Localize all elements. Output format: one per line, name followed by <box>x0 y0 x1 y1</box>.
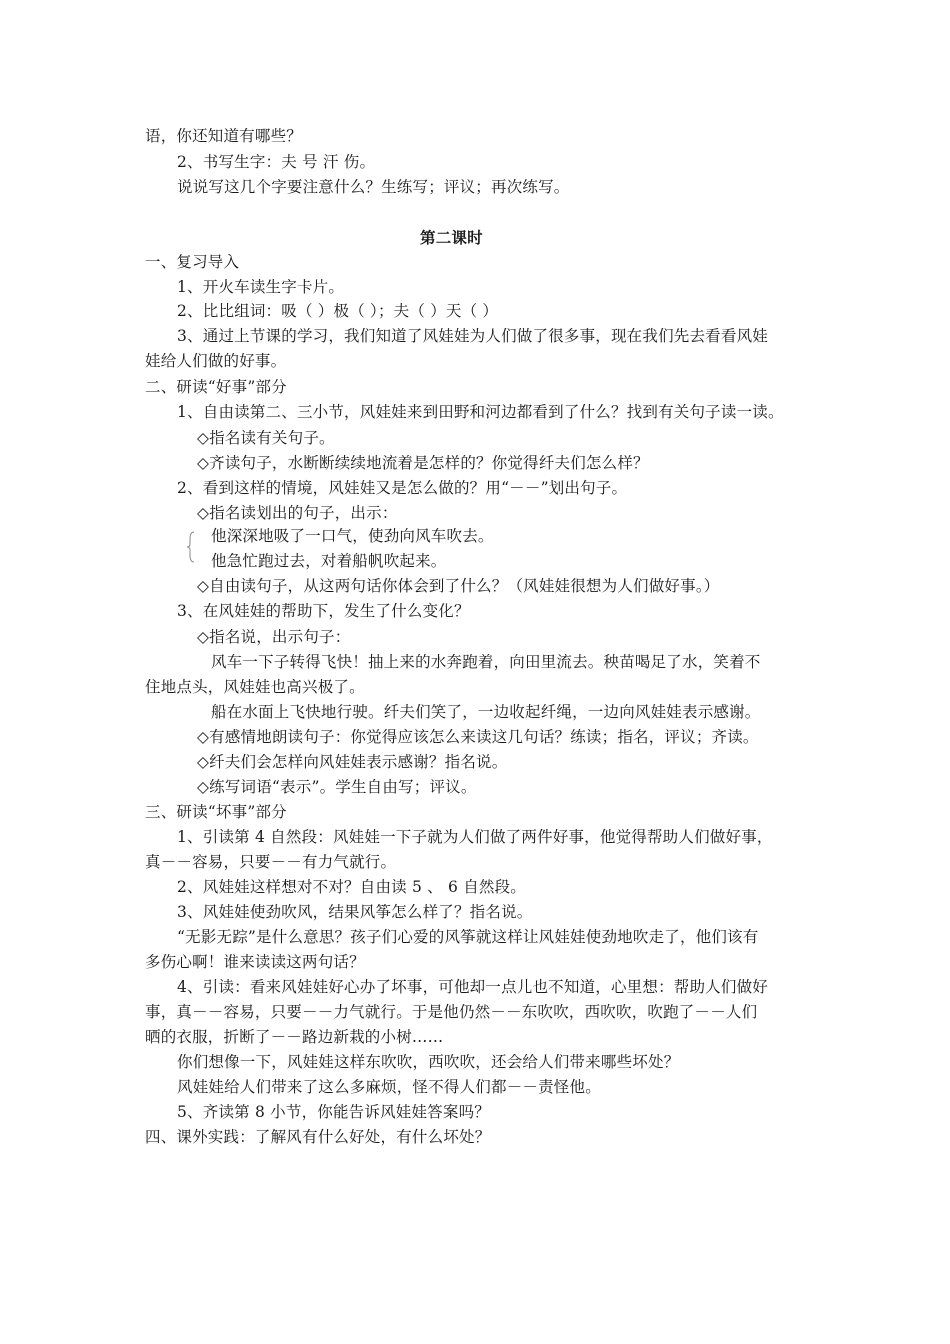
text-line: ◇自由读句子，从这两句话你体会到了什么？（风娃娃很想为人们做好事。） <box>197 577 720 595</box>
text-line: ◇齐读句子，水断断续续地流着是怎样的？你觉得纤夫们怎么样？ <box>197 454 649 472</box>
text-line: 真－－容易，只要－－有力气就行。 <box>145 853 397 871</box>
brace-mark <box>186 531 196 563</box>
text-line: 3、在风娃娃的帮助下，发生了什么变化？ <box>177 602 470 620</box>
text-line: ◇练写词语“表示”。学生自由写；评议。 <box>197 778 477 796</box>
section-heading: 二、研读“好事”部分 <box>145 378 287 396</box>
text-line: 娃给人们做的好事。 <box>145 352 287 370</box>
section-heading: 四、课外实践：了解风有什么好处，有什么坏处？ <box>145 1128 491 1146</box>
text-line: 风娃娃给人们带来了这么多麻烦，怪不得人们都－－责怪他。 <box>177 1078 601 1096</box>
text-line: 2、比比组词：吸（ ）极（ ）；夫（ ）天（ ） <box>177 302 499 320</box>
text-line: 1、引读第 4 自然段：风娃娃一下子就为人们做了两件好事，他觉得帮助人们做好事， <box>177 828 773 846</box>
section-heading: 三、研读“坏事”部分 <box>145 803 287 821</box>
text-line: 说说写这几个字要注意什么？生练写；评议；再次练写。 <box>177 178 570 196</box>
text-line: 3、风娃娃使劲吹风，结果风筝怎么样了？指名说。 <box>177 903 533 921</box>
quoted-sentence: 船在水面上飞快地行驶。纤夫们笑了，一边收起纤绳，一边向风娃娃表示感谢。 <box>211 703 761 721</box>
text-line: ◇指名读有关句子。 <box>197 429 335 447</box>
text-line: 2、看到这样的情境，风娃娃又是怎么做的？用“－－”划出句子。 <box>177 479 628 497</box>
text-line: 1、自由读第二、三小节，风娃娃来到田野和河边都看到了什么？找到有关句子读一读。 <box>177 403 784 421</box>
text-line: 4、引读：看来风娃娃好心办了坏事，可他却一点儿也不知道，心里想：帮助人们做好 <box>177 978 768 996</box>
text-line: 多伤心啊！谁来读读这两句话？ <box>145 953 365 971</box>
text-line: 你们想像一下，风娃娃这样东吹吹，西吹吹，还会给人们带来哪些坏处？ <box>177 1053 680 1071</box>
quoted-sentence: 住地点头，风娃娃也高兴极了。 <box>145 678 365 696</box>
section-title: 第二课时 <box>420 228 483 247</box>
quoted-sentence: 他深深地吸了一口气，使劲向风车吹去。 <box>211 527 494 545</box>
text-line: 事，真－－容易，只要－－力气就行。于是他仍然－－东吹吹，西吹吹，吹跑了－－人们 <box>145 1003 758 1021</box>
text-line: ◇纤夫们会怎样向风娃娃表示感谢？指名说。 <box>197 753 508 771</box>
text-line: 2、风娃娃这样想对不对？自由读 5 、 6 自然段。 <box>177 878 526 896</box>
text-line: ◇指名读划出的句子，出示： <box>197 504 398 522</box>
text-line: “无影无踪”是什么意思？孩子们心爱的风筝就这样让风娃娃使劲地吹走了，他们该有 <box>177 928 759 946</box>
quoted-sentence: 风车一下子转得飞快！抽上来的水奔跑着，向田里流去。秧苗喝足了水，笑着不 <box>211 653 761 671</box>
text-line: 晒的衣服，折断了－－路边新栽的小树…… <box>145 1028 444 1046</box>
text-line: 5、齐读第 8 小节，你能告诉风娃娃答案吗？ <box>177 1103 490 1121</box>
quoted-sentence: 他急忙跑过去，对着船帆吹起来。 <box>211 552 447 570</box>
section-heading: 一、复习导入 <box>145 253 240 271</box>
text-line: ◇指名说，出示句子： <box>197 628 351 646</box>
text-line: 2、书写生字：夫 号 汗 伤。 <box>177 153 376 171</box>
text-line: 3、通过上节课的学习，我们知道了风娃娃为人们做了很多事，现在我们先去看看风娃 <box>177 327 768 345</box>
text-line: 1、开火车读生字卡片。 <box>177 278 345 296</box>
text-line: ◇有感情地朗读句子：你觉得应该怎么来读这几句话？练读；指名，评议；齐读。 <box>197 728 759 746</box>
text-line: 语，你还知道有哪些？ <box>145 127 303 145</box>
